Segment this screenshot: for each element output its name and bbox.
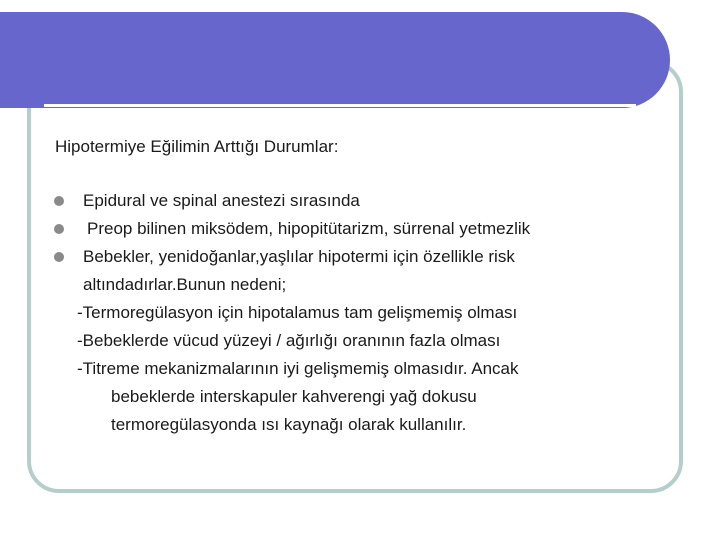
sub-item: -Termoregülasyon için hipotalamus tam gelişmemiş olması <box>77 303 518 322</box>
bullet-dot-icon <box>54 196 64 206</box>
sub-item: -Titreme mekanizmalarının iyi gelişmemiş olmasıdır. Ancak <box>77 359 519 378</box>
bullet-item <box>55 187 655 215</box>
sub-item-continuation: bebeklerde interskapuler kahverengi yağ dokusu <box>111 387 477 406</box>
slide-body <box>55 133 655 439</box>
title-band <box>0 12 670 108</box>
bullet-item <box>55 215 655 243</box>
sub-item: -Bebeklerde vücud yüzeyi / ağırlığı oranının fazla olması <box>77 331 501 350</box>
sub-item-continuation: termoregülasyonda ısı kaynağı olarak kullanılır. <box>111 415 467 434</box>
slide-heading: Hipotermiye Eğilimin Arttığı Durumlar: <box>55 137 339 156</box>
bullet-dot-icon <box>54 252 64 262</box>
bullet-text-continuation: altındadırlar.Bunun nedeni; <box>83 275 287 294</box>
bullet-text: Epidural ve spinal anestezi sırasında <box>83 191 360 210</box>
bullet-text: Preop bilinen miksödem, hipopitütarizm, sürrenal yetmezlik <box>87 219 531 238</box>
bullet-text: Bebekler, yenidoğanlar,yaşlılar hipotermi için özellikle risk <box>83 247 515 266</box>
bullet-item <box>55 243 655 439</box>
title-divider <box>44 104 636 107</box>
bullet-dot-icon <box>54 224 64 234</box>
